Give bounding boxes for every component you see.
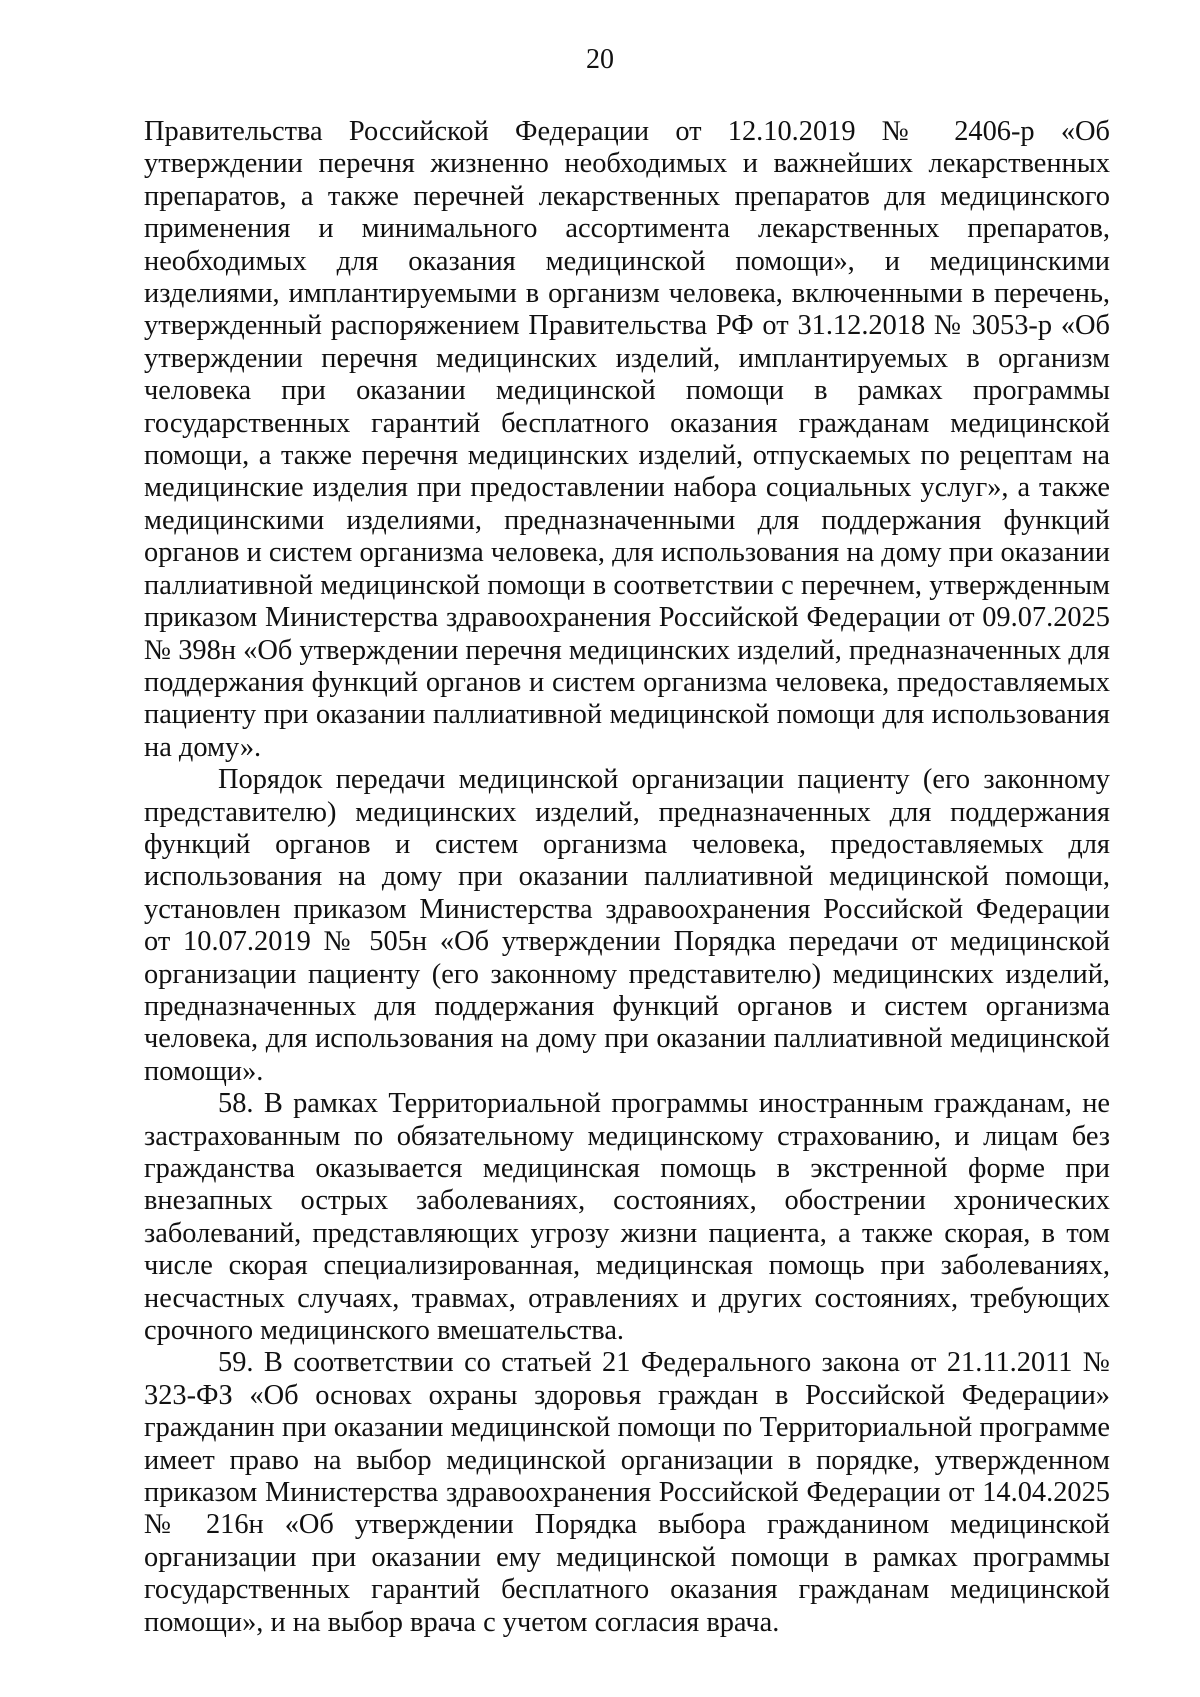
page-number: 20 xyxy=(586,44,614,75)
paragraph-59: 59. В соответствии со статьей 21 Федерального закона от 21.11.2011 № 323-ФЗ «Об основах охраны здоровья граждан в Российской Федерации» гражданин при оказании медицинской помощи по Территориальной программе имеет право на выбор медицинской организации в порядке, утвержденном приказом Министерства здравоохранения Российской Федерации от 14.04.2025 № 216н «Об утверждении Порядка выбора гражданином медицинской организации при оказании ему медицинской помощи в рамках программы государственных гарантий бесплатного оказания гражданам медицинской помощи», и на выбор врача с учетом согласия врача. xyxy=(144,1347,1110,1638)
paragraph-58: 58. В рамках Территориальной программы иностранным гражданам, не застрахованным по обязательному медицинскому страхованию, и лицам без гражданства оказывается медицинская помощь в экстренной форме при внезапных острых заболеваниях, состояниях, обострении хронических заболеваний, представляющих угрозу жизни пациента, а также скорая, в том числе скорая специализированная, медицинская помощь при заболеваниях, несчастных случаях, травмах, отравлениях и других состояниях, требующих срочного медицинского вмешательства. xyxy=(144,1088,1110,1347)
paragraph-transfer-procedure: Порядок передачи медицинской организации пациенту (его законному представителю) медицинских изделий, предназначенных для поддержания функций органов и систем организма человека, предоставляемых для использования на дому при оказании паллиативной медицинской помощи, установлен приказом Министерства здравоохранения Российской Федерации от 10.07.2019 № 505н «Об утверждении Порядка передачи от медицинской организации пациенту (его законному представителю) медицинских изделий, предназначенных для поддержания функций органов и систем организма человека, для использования на дому при оказании паллиативной медицинской помощи». xyxy=(144,764,1110,1087)
document-body xyxy=(144,116,1110,1639)
paragraph-continuation: Правительства Российской Федерации от 12.10.2019 № 2406-р «Об утверждении перечня жизненно необходимых и важнейших лекарственных препаратов, а также перечней лекарственных препаратов для медицинского применения и минимального ассортимента лекарственных препаратов, необходимых для оказания медицинской помощи», и медицинскими изделиями, имплантируемыми в организм человека, включенными в перечень, утвержденный распоряжением Правительства РФ от 31.12.2018 № 3053-р «Об утверждении перечня медицинских изделий, имплантируемых в организм человека при оказании медицинской помощи в рамках программы государственных гарантий бесплатного оказания гражданам медицинской помощи, а также перечня медицинских изделий, отпускаемых по рецептам на медицинские изделия при предоставлении набора социальных услуг», а также медицинскими изделиями, предназначенными для поддержания функций органов и систем организма человека, для использования на дому при оказании паллиативной медицинской помощи в соответствии с перечнем, утвержденным приказом Министерства здравоохранения Российской Федерации от 09.07.2025 № 398н «Об утверждении перечня медицинских изделий, предназначенных для поддержания функций органов и систем организма человека, предоставляемых пациенту при оказании паллиативной медицинской помощи для использования на дому». xyxy=(144,116,1110,763)
